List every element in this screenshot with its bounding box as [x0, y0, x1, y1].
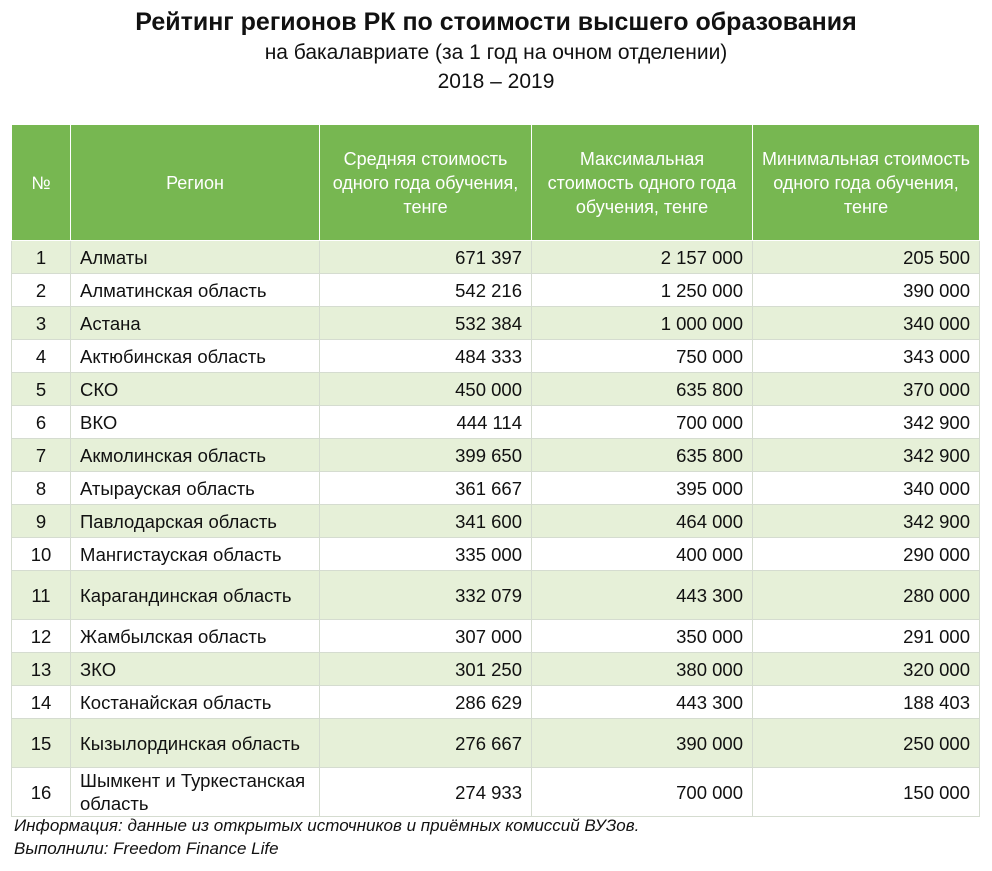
row-max-cost: 700 000 [532, 768, 753, 817]
table-row [12, 719, 980, 768]
row-min-cost: 390 000 [753, 274, 980, 307]
source-note: Информация: данные из открытых источников и приёмных комиссий ВУЗов. [14, 816, 640, 835]
row-region: Астана [71, 307, 320, 340]
ranking-table [11, 124, 980, 817]
row-region: Мангистауская область [71, 538, 320, 571]
row-min-cost: 370 000 [753, 373, 980, 406]
row-min-cost: 342 900 [753, 439, 980, 472]
row-avg-cost: 484 333 [320, 340, 532, 373]
table-row [12, 686, 980, 719]
row-num: 1 [12, 241, 71, 274]
header-region: Регион [71, 125, 320, 241]
row-region: Алматинская область [71, 274, 320, 307]
row-min-cost: 340 000 [753, 472, 980, 505]
table-row [12, 620, 980, 653]
row-avg-cost: 307 000 [320, 620, 532, 653]
row-num: 4 [12, 340, 71, 373]
row-region: Актюбинская область [71, 340, 320, 373]
row-max-cost: 750 000 [532, 340, 753, 373]
row-min-cost: 290 000 [753, 538, 980, 571]
table-row [12, 538, 980, 571]
row-num: 6 [12, 406, 71, 439]
row-min-cost: 340 000 [753, 307, 980, 340]
row-avg-cost: 671 397 [320, 241, 532, 274]
row-min-cost: 342 900 [753, 406, 980, 439]
row-max-cost: 380 000 [532, 653, 753, 686]
row-min-cost: 205 500 [753, 241, 980, 274]
table-row [12, 439, 980, 472]
row-region: Карагандинская область [71, 571, 320, 620]
row-max-cost: 400 000 [532, 538, 753, 571]
row-max-cost: 635 800 [532, 439, 753, 472]
row-region: Алматы [71, 241, 320, 274]
row-num: 13 [12, 653, 71, 686]
row-num: 9 [12, 505, 71, 538]
table-row [12, 241, 980, 274]
row-avg-cost: 274 933 [320, 768, 532, 817]
row-avg-cost: 286 629 [320, 686, 532, 719]
row-region: Кызылординская область [71, 719, 320, 768]
row-num: 7 [12, 439, 71, 472]
row-region: ВКО [71, 406, 320, 439]
row-min-cost: 280 000 [753, 571, 980, 620]
row-avg-cost: 301 250 [320, 653, 532, 686]
table-row [12, 373, 980, 406]
table-row [12, 340, 980, 373]
row-num: 8 [12, 472, 71, 505]
row-region: Шымкент и Туркестанская область [71, 768, 320, 817]
row-avg-cost: 399 650 [320, 439, 532, 472]
row-min-cost: 188 403 [753, 686, 980, 719]
table-row [12, 274, 980, 307]
row-max-cost: 443 300 [532, 571, 753, 620]
row-num: 11 [12, 571, 71, 620]
credit-note: Выполнили: Freedom Finance Life [14, 839, 279, 858]
row-region: ЗКО [71, 653, 320, 686]
row-num: 16 [12, 768, 71, 817]
row-avg-cost: 335 000 [320, 538, 532, 571]
row-min-cost: 291 000 [753, 620, 980, 653]
row-min-cost: 342 900 [753, 505, 980, 538]
table-row [12, 505, 980, 538]
row-max-cost: 390 000 [532, 719, 753, 768]
table-row [12, 406, 980, 439]
row-max-cost: 2 157 000 [532, 241, 753, 274]
row-num: 10 [12, 538, 71, 571]
row-region: Костанайская область [71, 686, 320, 719]
page-title: Рейтинг регионов РК по стоимости высшего образования [135, 8, 857, 36]
row-min-cost: 150 000 [753, 768, 980, 817]
table-row [12, 571, 980, 620]
row-max-cost: 635 800 [532, 373, 753, 406]
row-num: 12 [12, 620, 71, 653]
row-avg-cost: 450 000 [320, 373, 532, 406]
row-num: 5 [12, 373, 71, 406]
table-row [12, 307, 980, 340]
table-row [12, 768, 980, 817]
row-max-cost: 350 000 [532, 620, 753, 653]
row-avg-cost: 444 114 [320, 406, 532, 439]
row-region: Атырауская область [71, 472, 320, 505]
table-row [12, 653, 980, 686]
row-avg-cost: 361 667 [320, 472, 532, 505]
row-avg-cost: 332 079 [320, 571, 532, 620]
row-avg-cost: 542 216 [320, 274, 532, 307]
row-max-cost: 1 250 000 [532, 274, 753, 307]
row-num: 2 [12, 274, 71, 307]
row-min-cost: 250 000 [753, 719, 980, 768]
row-region: Акмолинская область [71, 439, 320, 472]
row-num: 15 [12, 719, 71, 768]
row-min-cost: 343 000 [753, 340, 980, 373]
row-max-cost: 395 000 [532, 472, 753, 505]
row-num: 3 [12, 307, 71, 340]
header-avg-cost: Средняя стоимость одного года обучения, тенге [320, 125, 532, 241]
row-max-cost: 464 000 [532, 505, 753, 538]
table-row [12, 472, 980, 505]
year-range: 2018 – 2019 [437, 70, 555, 93]
header-min-cost: Минимальная стоимость одного года обучения, тенге [753, 125, 980, 241]
row-region: Павлодарская область [71, 505, 320, 538]
row-min-cost: 320 000 [753, 653, 980, 686]
row-region: СКО [71, 373, 320, 406]
row-avg-cost: 532 384 [320, 307, 532, 340]
table-header-row [12, 125, 980, 241]
row-max-cost: 700 000 [532, 406, 753, 439]
row-max-cost: 1 000 000 [532, 307, 753, 340]
row-avg-cost: 276 667 [320, 719, 532, 768]
row-num: 14 [12, 686, 71, 719]
row-region: Жамбылская область [71, 620, 320, 653]
header-num: № [12, 125, 71, 241]
row-max-cost: 443 300 [532, 686, 753, 719]
header-max-cost: Максимальная стоимость одного года обучения, тенге [532, 125, 753, 241]
row-avg-cost: 341 600 [320, 505, 532, 538]
page-subtitle: на бакалавриате (за 1 год на очном отделении) [264, 41, 728, 64]
